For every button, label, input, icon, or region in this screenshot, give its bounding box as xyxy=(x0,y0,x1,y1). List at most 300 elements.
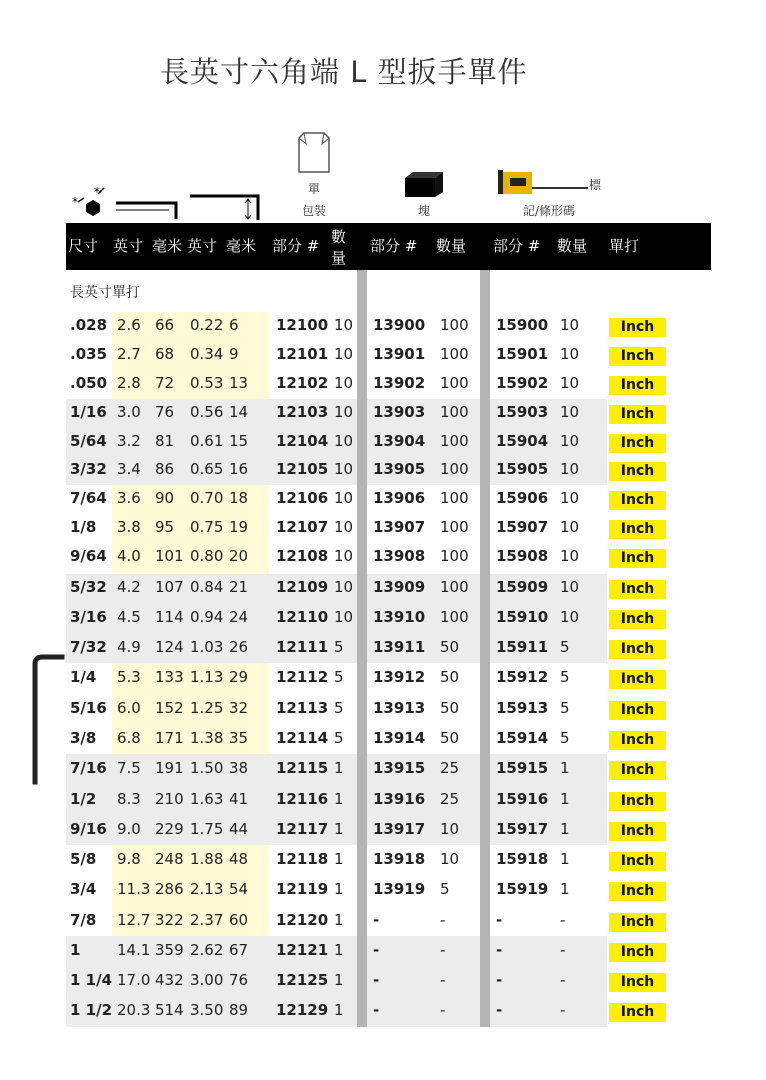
inch-badge: Inch xyxy=(609,549,666,568)
part-tag-cell: 15901 xyxy=(496,345,549,363)
qty-bag-cell: 1 xyxy=(334,820,344,838)
inch-short-cell: 2.37 xyxy=(190,911,224,929)
tag-label-top: 標 xyxy=(588,178,601,192)
part-bag-cell: 12105 xyxy=(276,460,329,478)
qty-block-cell: 25 xyxy=(440,790,460,808)
qty-block-cell: 100 xyxy=(440,432,469,450)
inch-short-cell: 1.88 xyxy=(190,850,224,868)
qty-block-cell: - xyxy=(440,1001,446,1019)
inch-length-cell: 14.1 xyxy=(117,941,151,959)
qty-tag-cell: - xyxy=(560,911,566,929)
mm-short-cell: 32 xyxy=(229,699,249,717)
qty-tag-cell: 1 xyxy=(560,880,570,898)
block-box-icon xyxy=(403,170,445,198)
qty-bag-cell: 10 xyxy=(334,345,354,363)
qty-tag-cell: 10 xyxy=(560,374,580,392)
inch-short-cell: 2.13 xyxy=(190,880,224,898)
inch-badge: Inch xyxy=(609,731,666,750)
inch-length-cell: 4.5 xyxy=(117,608,141,626)
part-block-cell: 13912 xyxy=(373,668,426,686)
part-tag-cell: 15905 xyxy=(496,460,549,478)
qty-tag-cell: 10 xyxy=(560,432,580,450)
qty-bag-cell: 1 xyxy=(334,1001,344,1019)
qty-block-cell: 10 xyxy=(440,850,460,868)
inch-badge: Inch xyxy=(609,852,666,871)
qty-bag-cell: 10 xyxy=(334,578,354,596)
part-block-cell: - xyxy=(373,911,380,929)
qty-block-cell: 50 xyxy=(440,668,460,686)
size-cell: 1/8 xyxy=(70,518,97,536)
part-block-cell: 13906 xyxy=(373,489,426,507)
part-bag-cell: 12108 xyxy=(276,547,329,565)
inch-badge: Inch xyxy=(609,434,666,453)
part-bag-cell: 12115 xyxy=(276,759,329,777)
part-tag-cell: 15909 xyxy=(496,578,549,596)
inch-badge: Inch xyxy=(609,491,666,510)
part-block-cell: 13918 xyxy=(373,850,426,868)
mm-length-cell: 95 xyxy=(155,518,175,536)
part-tag-cell: 15910 xyxy=(496,608,549,626)
part-block-cell: 13901 xyxy=(373,345,426,363)
part-bag-cell: 12109 xyxy=(276,578,329,596)
part-bag-cell: 12125 xyxy=(276,971,329,989)
mm-length-cell: 191 xyxy=(155,759,184,777)
header-qty-1-bottom: 量 xyxy=(331,249,347,267)
inch-badge: Inch xyxy=(609,701,666,720)
part-bag-cell: 12120 xyxy=(276,911,329,929)
inch-length-cell: 7.5 xyxy=(117,759,141,777)
qty-block-cell: 100 xyxy=(440,403,469,421)
part-block-cell: 13913 xyxy=(373,699,426,717)
inch-badge: Inch xyxy=(609,520,666,539)
column-separator xyxy=(480,270,490,1027)
qty-bag-cell: 1 xyxy=(334,759,344,777)
header-part-1: 部分 # xyxy=(272,237,320,255)
part-tag-cell: 15916 xyxy=(496,790,549,808)
qty-tag-cell: 10 xyxy=(560,316,580,334)
qty-block-cell: 100 xyxy=(440,345,469,363)
size-cell: 3/16 xyxy=(70,608,107,626)
header-qty-2: 數量 xyxy=(436,237,467,255)
inch-length-cell: 9.0 xyxy=(117,820,141,838)
inch-short-cell: 0.70 xyxy=(190,489,224,507)
qty-block-cell: 50 xyxy=(440,729,460,747)
part-bag-cell: 12121 xyxy=(276,941,329,959)
mm-short-cell: 21 xyxy=(229,578,249,596)
qty-bag-cell: 5 xyxy=(334,699,344,717)
qty-tag-cell: 1 xyxy=(560,820,570,838)
qty-tag-cell: 10 xyxy=(560,578,580,596)
part-tag-cell: 15919 xyxy=(496,880,549,898)
mm-length-cell: 124 xyxy=(155,638,184,656)
inch-length-cell: 3.2 xyxy=(117,432,141,450)
hex-socket-icon xyxy=(70,180,110,220)
qty-tag-cell: 10 xyxy=(560,608,580,626)
inch-length-cell: 6.0 xyxy=(117,699,141,717)
part-block-cell: 13905 xyxy=(373,460,426,478)
qty-block-cell: 100 xyxy=(440,547,469,565)
inch-length-cell: 3.0 xyxy=(117,403,141,421)
part-bag-cell: 12114 xyxy=(276,729,329,747)
mm-short-cell: 26 xyxy=(229,638,249,656)
inch-length-cell: 4.0 xyxy=(117,547,141,565)
part-block-cell: 13911 xyxy=(373,638,426,656)
header-part-2: 部分 # xyxy=(370,237,418,255)
inch-short-cell: 1.75 xyxy=(190,820,224,838)
qty-bag-cell: 10 xyxy=(334,460,354,478)
inch-badge: Inch xyxy=(609,610,666,629)
qty-tag-cell: 5 xyxy=(560,699,570,717)
qty-tag-cell: 10 xyxy=(560,460,580,478)
mm-short-cell: 38 xyxy=(229,759,249,777)
qty-bag-cell: 10 xyxy=(334,518,354,536)
header-mm-1: 毫米 xyxy=(152,237,183,255)
part-bag-cell: 12104 xyxy=(276,432,329,450)
mm-short-cell: 48 xyxy=(229,850,249,868)
mm-short-cell: 41 xyxy=(229,790,249,808)
svg-text:*: * xyxy=(94,185,100,199)
page-title: 長英寸六角端 L 型扳手單件 xyxy=(160,55,528,89)
inch-short-cell: 3.50 xyxy=(190,1001,224,1019)
part-bag-cell: 12116 xyxy=(276,790,329,808)
inch-short-cell: 0.94 xyxy=(190,608,224,626)
qty-bag-cell: 1 xyxy=(334,971,344,989)
header-inch-1: 英寸 xyxy=(113,237,144,255)
part-tag-cell: 15907 xyxy=(496,518,549,536)
qty-bag-cell: 1 xyxy=(334,941,344,959)
mm-length-cell: 171 xyxy=(155,729,184,747)
mm-length-cell: 152 xyxy=(155,699,184,717)
inch-length-cell: 2.8 xyxy=(117,374,141,392)
qty-tag-cell: 10 xyxy=(560,345,580,363)
part-block-cell: 13908 xyxy=(373,547,426,565)
qty-block-cell: 100 xyxy=(440,518,469,536)
inch-short-cell: 0.53 xyxy=(190,374,224,392)
qty-tag-cell: 1 xyxy=(560,850,570,868)
mm-short-cell: 54 xyxy=(229,880,249,898)
qty-bag-cell: 10 xyxy=(334,547,354,565)
qty-bag-cell: 5 xyxy=(334,729,344,747)
block-label: 塊 xyxy=(417,204,430,218)
inch-badge: Inch xyxy=(609,405,666,424)
inch-badge: Inch xyxy=(609,376,666,395)
part-block-cell: 13915 xyxy=(373,759,426,777)
size-cell: 1 1/2 xyxy=(70,1001,113,1019)
qty-tag-cell: 10 xyxy=(560,547,580,565)
mm-length-cell: 248 xyxy=(155,850,184,868)
qty-block-cell: - xyxy=(440,911,446,929)
qty-block-cell: 50 xyxy=(440,638,460,656)
qty-block-cell: - xyxy=(440,971,446,989)
size-cell: 5/32 xyxy=(70,578,107,596)
qty-block-cell: 5 xyxy=(440,880,450,898)
qty-block-cell: 100 xyxy=(440,374,469,392)
mm-length-cell: 359 xyxy=(155,941,184,959)
inch-short-cell: 3.00 xyxy=(190,971,224,989)
size-cell: 1 1/4 xyxy=(70,971,113,989)
header-part-3: 部分 # xyxy=(493,237,541,255)
inch-short-cell: 0.80 xyxy=(190,547,224,565)
inch-badge: Inch xyxy=(609,973,666,992)
inch-length-cell: 2.7 xyxy=(117,345,141,363)
inch-short-cell: 1.13 xyxy=(190,668,224,686)
part-block-cell: 13916 xyxy=(373,790,426,808)
part-tag-cell: 15908 xyxy=(496,547,549,565)
qty-tag-cell: - xyxy=(560,971,566,989)
qty-bag-cell: 10 xyxy=(334,316,354,334)
mm-short-cell: 89 xyxy=(229,1001,249,1019)
single-bag-icon xyxy=(296,130,332,176)
header-qty-3: 數量 xyxy=(557,237,588,255)
inch-length-cell: 3.8 xyxy=(117,518,141,536)
size-cell: 3/8 xyxy=(70,729,97,747)
qty-block-cell: 100 xyxy=(440,608,469,626)
qty-tag-cell: 10 xyxy=(560,489,580,507)
size-cell: 7/16 xyxy=(70,759,107,777)
mm-length-cell: 76 xyxy=(155,403,175,421)
inch-short-cell: 0.75 xyxy=(190,518,224,536)
size-cell: 1 xyxy=(70,941,81,959)
inch-badge: Inch xyxy=(609,943,666,962)
size-cell: .050 xyxy=(70,374,108,392)
size-cell: 9/64 xyxy=(70,547,107,565)
qty-tag-cell: 1 xyxy=(560,759,570,777)
qty-tag-cell: 10 xyxy=(560,518,580,536)
part-tag-cell: 15918 xyxy=(496,850,549,868)
inch-length-cell: 9.8 xyxy=(117,850,141,868)
part-bag-cell: 12112 xyxy=(276,668,329,686)
part-tag-cell: - xyxy=(496,941,503,959)
part-bag-cell: 12110 xyxy=(276,608,329,626)
qty-block-cell: 25 xyxy=(440,759,460,777)
part-block-cell: 13904 xyxy=(373,432,426,450)
l-wrench-icon xyxy=(28,652,68,786)
part-bag-cell: 12106 xyxy=(276,489,329,507)
part-tag-cell: 15902 xyxy=(496,374,549,392)
inch-short-cell: 1.50 xyxy=(190,759,224,777)
inch-length-cell: 12.7 xyxy=(117,911,151,929)
mm-short-cell: 35 xyxy=(229,729,249,747)
mm-length-cell: 229 xyxy=(155,820,184,838)
qty-block-cell: 100 xyxy=(440,489,469,507)
size-cell: 3/32 xyxy=(70,460,107,478)
qty-bag-cell: 1 xyxy=(334,850,344,868)
part-tag-cell: 15917 xyxy=(496,820,549,838)
size-cell: 5/8 xyxy=(70,850,97,868)
mm-short-cell: 76 xyxy=(229,971,249,989)
mm-short-cell: 13 xyxy=(229,374,249,392)
size-cell: .028 xyxy=(70,316,108,334)
inch-badge: Inch xyxy=(609,1003,666,1022)
part-tag-cell: 15914 xyxy=(496,729,549,747)
long-arm-length-icon xyxy=(188,192,266,222)
svg-text:*: * xyxy=(72,195,78,209)
mm-length-cell: 101 xyxy=(155,547,184,565)
part-bag-cell: 12129 xyxy=(276,1001,329,1019)
part-bag-cell: 12119 xyxy=(276,880,329,898)
mm-short-cell: 20 xyxy=(229,547,249,565)
part-tag-cell: 15913 xyxy=(496,699,549,717)
qty-tag-cell: 5 xyxy=(560,638,570,656)
inch-badge: Inch xyxy=(609,640,666,659)
qty-bag-cell: 1 xyxy=(334,790,344,808)
size-cell: 7/8 xyxy=(70,911,97,929)
inch-short-cell: 1.25 xyxy=(190,699,224,717)
size-cell: 9/16 xyxy=(70,820,107,838)
header-qty-1-top: 數 xyxy=(331,228,347,246)
inch-short-cell: 0.34 xyxy=(190,345,224,363)
part-tag-cell: 15906 xyxy=(496,489,549,507)
part-tag-cell: 15903 xyxy=(496,403,549,421)
mm-short-cell: 29 xyxy=(229,668,249,686)
mm-length-cell: 514 xyxy=(155,1001,184,1019)
mm-short-cell: 67 xyxy=(229,941,249,959)
pack-label: 包裝 xyxy=(301,204,326,218)
inch-short-cell: 0.65 xyxy=(190,460,224,478)
mm-length-cell: 432 xyxy=(155,971,184,989)
part-bag-cell: 12103 xyxy=(276,403,329,421)
size-cell: 5/16 xyxy=(70,699,107,717)
mm-short-cell: 19 xyxy=(229,518,249,536)
part-block-cell: 13900 xyxy=(373,316,426,334)
part-block-cell: 13902 xyxy=(373,374,426,392)
size-cell: .035 xyxy=(70,345,108,363)
mm-length-cell: 210 xyxy=(155,790,184,808)
qty-bag-cell: 10 xyxy=(334,403,354,421)
size-cell: 7/64 xyxy=(70,489,107,507)
inch-length-cell: 4.9 xyxy=(117,638,141,656)
inch-length-cell: 4.2 xyxy=(117,578,141,596)
inch-badge: Inch xyxy=(609,792,666,811)
mm-short-cell: 15 xyxy=(229,432,249,450)
mm-length-cell: 90 xyxy=(155,489,175,507)
qty-tag-cell: - xyxy=(560,941,566,959)
inch-short-cell: 1.63 xyxy=(190,790,224,808)
inch-badge: Inch xyxy=(609,761,666,780)
inch-short-cell: 0.84 xyxy=(190,578,224,596)
qty-bag-cell: 1 xyxy=(334,911,344,929)
inch-length-cell: 3.6 xyxy=(117,489,141,507)
mm-length-cell: 66 xyxy=(155,316,175,334)
mm-short-cell: 9 xyxy=(229,345,239,363)
mm-short-cell: 18 xyxy=(229,489,249,507)
mm-length-cell: 72 xyxy=(155,374,175,392)
inch-length-cell: 2.6 xyxy=(117,316,141,334)
mm-length-cell: 107 xyxy=(155,578,184,596)
inch-short-cell: 1.03 xyxy=(190,638,224,656)
mm-length-cell: 133 xyxy=(155,668,184,686)
part-block-cell: - xyxy=(373,1001,380,1019)
mm-length-cell: 68 xyxy=(155,345,175,363)
inch-length-cell: 3.4 xyxy=(117,460,141,478)
mm-short-cell: 16 xyxy=(229,460,249,478)
size-cell: 7/32 xyxy=(70,638,107,656)
mm-short-cell: 6 xyxy=(229,316,239,334)
mm-length-cell: 81 xyxy=(155,432,175,450)
qty-block-cell: 100 xyxy=(440,578,469,596)
part-bag-cell: 12107 xyxy=(276,518,329,536)
qty-block-cell: 50 xyxy=(440,699,460,717)
column-separator xyxy=(357,270,367,1027)
qty-block-cell: 100 xyxy=(440,316,469,334)
mm-length-cell: 286 xyxy=(155,880,184,898)
qty-bag-cell: 5 xyxy=(334,638,344,656)
inch-length-cell: 6.8 xyxy=(117,729,141,747)
size-cell: 1/16 xyxy=(70,403,107,421)
short-arm-length-icon xyxy=(114,195,184,220)
mm-short-cell: 60 xyxy=(229,911,249,929)
part-block-cell: 13909 xyxy=(373,578,426,596)
inch-badge: Inch xyxy=(609,913,666,932)
inch-short-cell: 0.22 xyxy=(190,316,224,334)
header-size: 尺寸 xyxy=(68,237,99,255)
inch-length-cell: 5.3 xyxy=(117,668,141,686)
mm-short-cell: 24 xyxy=(229,608,249,626)
part-bag-cell: 12111 xyxy=(276,638,329,656)
inch-length-cell: 17.0 xyxy=(117,971,151,989)
inch-length-cell: 8.3 xyxy=(117,790,141,808)
qty-bag-cell: 10 xyxy=(334,374,354,392)
mm-length-cell: 86 xyxy=(155,460,175,478)
inch-short-cell: 0.61 xyxy=(190,432,224,450)
mm-short-cell: 44 xyxy=(229,820,249,838)
qty-bag-cell: 5 xyxy=(334,668,344,686)
qty-bag-cell: 1 xyxy=(334,880,344,898)
qty-block-cell: 100 xyxy=(440,460,469,478)
part-block-cell: 13907 xyxy=(373,518,426,536)
qty-bag-cell: 10 xyxy=(334,608,354,626)
part-bag-cell: 12113 xyxy=(276,699,329,717)
part-bag-cell: 12101 xyxy=(276,345,329,363)
inch-badge: Inch xyxy=(609,822,666,841)
size-cell: 3/4 xyxy=(70,880,97,898)
header-mm-2: 毫米 xyxy=(226,237,257,255)
inch-badge: Inch xyxy=(609,670,666,689)
part-block-cell: - xyxy=(373,971,380,989)
part-block-cell: - xyxy=(373,941,380,959)
tag-barcode-icon xyxy=(496,168,592,196)
size-cell: 1/2 xyxy=(70,790,97,808)
inch-short-cell: 0.56 xyxy=(190,403,224,421)
part-block-cell: 13903 xyxy=(373,403,426,421)
inch-length-cell: 20.3 xyxy=(117,1001,151,1019)
part-bag-cell: 12102 xyxy=(276,374,329,392)
part-tag-cell: - xyxy=(496,971,503,989)
qty-tag-cell: 1 xyxy=(560,790,570,808)
part-block-cell: 13919 xyxy=(373,880,426,898)
qty-tag-cell: 10 xyxy=(560,403,580,421)
inch-badge: Inch xyxy=(609,462,666,481)
inch-badge: Inch xyxy=(609,580,666,599)
inch-badge: Inch xyxy=(609,347,666,366)
header-singles: 單打 xyxy=(609,237,640,255)
inch-length-cell: 11.3 xyxy=(117,880,151,898)
qty-bag-cell: 10 xyxy=(334,432,354,450)
single-label: 單 xyxy=(307,182,320,196)
part-tag-cell: 15904 xyxy=(496,432,549,450)
qty-tag-cell: - xyxy=(560,1001,566,1019)
part-block-cell: 13910 xyxy=(373,608,426,626)
part-tag-cell: 15911 xyxy=(496,638,549,656)
mm-short-cell: 14 xyxy=(229,403,249,421)
part-tag-cell: - xyxy=(496,911,503,929)
part-bag-cell: 12117 xyxy=(276,820,329,838)
part-tag-cell: 15912 xyxy=(496,668,549,686)
mm-length-cell: 114 xyxy=(155,608,184,626)
header-inch-2: 英寸 xyxy=(187,237,218,255)
size-cell: 1/4 xyxy=(70,668,97,686)
inch-badge: Inch xyxy=(609,882,666,901)
